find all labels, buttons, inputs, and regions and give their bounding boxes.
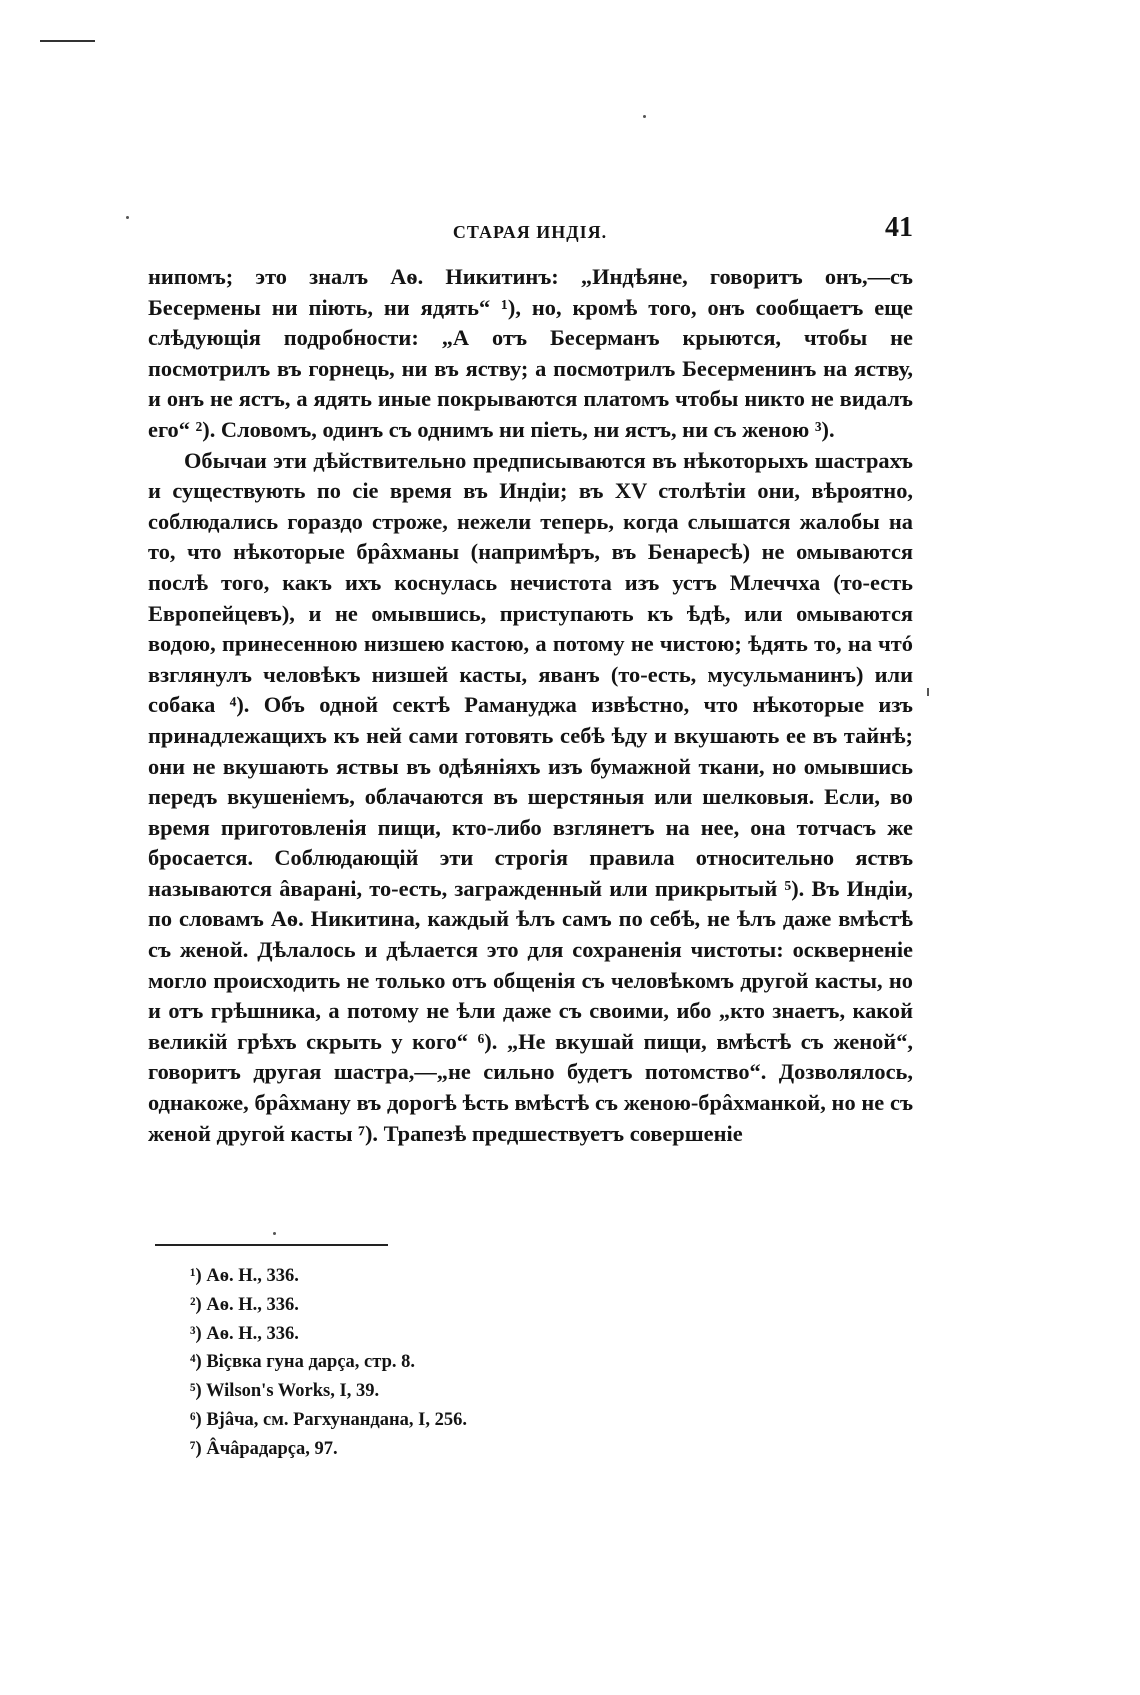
scan-speck [273, 1232, 276, 1235]
paragraph: Обычаи эти дѣйствительно предписываются въ нѣкоторыхъ шастрахъ и существують по сіе время въ Индіи; въ XV столѣтіи они, вѣроятно, соблюдались гораздо строже, нежели теперь, когда слышатся жалобы на то, что нѣкоторые брâхманы (напримѣръ, въ Бенаресѣ) не омываются послѣ того, какъ ихъ коснулась нечистота изъ устъ Млеччха (то-есть Европейцевъ), и не омывшись, приступають къ ѣдѣ, или омываются водою, принесенною низшею кастою, а потому не чистою; ѣдять то, на чтó взглянулъ человѣкъ низшей касты, яванъ (то-есть, мусульманинъ) или собака ⁴). Объ одной сектѣ Рамануджа извѣстно, что нѣкоторые изъ принадлежащихъ къ ней сами готовять себѣ ѣду и вкушають ее въ тайнѣ; они не вкушають яствы въ одѣяніяхъ изъ бумажной ткани, но омывшись передъ вкушеніемъ, облачаются въ шерстяныя или шелковыя. Если, во время приготовленія пищи, кто-либо взглянетъ на нее, она тотчасъ же бросается. Соблюдающій эти строгія правила относительно яствъ называются âварані, то-есть, загражденный или прикрытый ⁵). Въ Индіи, по словамъ Аѳ. Никитина, каждый ѣлъ самъ по себѣ, не ѣлъ даже вмѣстѣ съ женой. Дѣлалось и дѣлается это для сохраненія чистоты: оскверненіе могло происходить не только отъ общенія съ человѣкомъ другой касты, но и отъ грѣшника, а потому не ѣли даже съ своими, ибо „кто знаетъ, какой великій грѣхъ скрыть у кого“ ⁶). „Не вкушай пищи, вмѣстѣ съ женой“, говоритъ другая шастра,—„не сильно будетъ потомство“. Дозволялось, однакоже, брâхману въ дорогѣ ѣсть вмѣстѣ съ женою-брâхманкой, но не съ женой другой касты ⁷). Трапезѣ предшествуетъ совершеніе [148, 447, 913, 1146]
scan-speck [643, 115, 646, 118]
page-header [145, 212, 915, 252]
footnote: ²) Аѳ. Н., 336. [190, 1294, 299, 1315]
footnote: ¹) Аѳ. Н., 336. [190, 1266, 299, 1286]
scan-speck [927, 688, 929, 696]
running-title: СТАРАЯ ИНДІЯ. [452, 222, 608, 242]
footnote: ⁴) Віçвка гуна дарçа, стр. 8. [190, 1352, 415, 1373]
paragraph: нипомъ; это зналъ Аѳ. Никитинъ: „Индѣяне, говоритъ онъ,—съ Бесермены ни піють, ни ядять“ ¹), но, кромѣ того, онъ сообщаетъ еще слѣдующія подробности: „А отъ Бесерманъ крыются, чтобы не посмотрилъ въ горнець, ни въ яству; а посмотрилъ Бесерменинъ на яству, и онъ не ястъ, а ядять иные покрываются платомъ чтобы никто не видалъ его“ ²). Словомъ, одинъ съ однимъ ни піеть, ни ястъ, ни съ женою ³). [148, 264, 913, 442]
footnotes [190, 1262, 690, 1464]
footnote: ⁶) Вjâча, см. Рагхунандана, I, 256. [190, 1409, 467, 1430]
main-text [148, 262, 913, 1149]
footnote-separator [155, 1244, 388, 1246]
page-number: 41 [885, 212, 913, 243]
scan-speck [126, 216, 129, 219]
footnote: ⁵) Wilson's Works, I, 39. [190, 1381, 380, 1402]
footnote: ⁷) Âчâрадарçа, 97. [190, 1438, 338, 1459]
footnote: ³) Аѳ. Н., 336. [190, 1323, 299, 1344]
scan-corner-mark [40, 40, 95, 42]
